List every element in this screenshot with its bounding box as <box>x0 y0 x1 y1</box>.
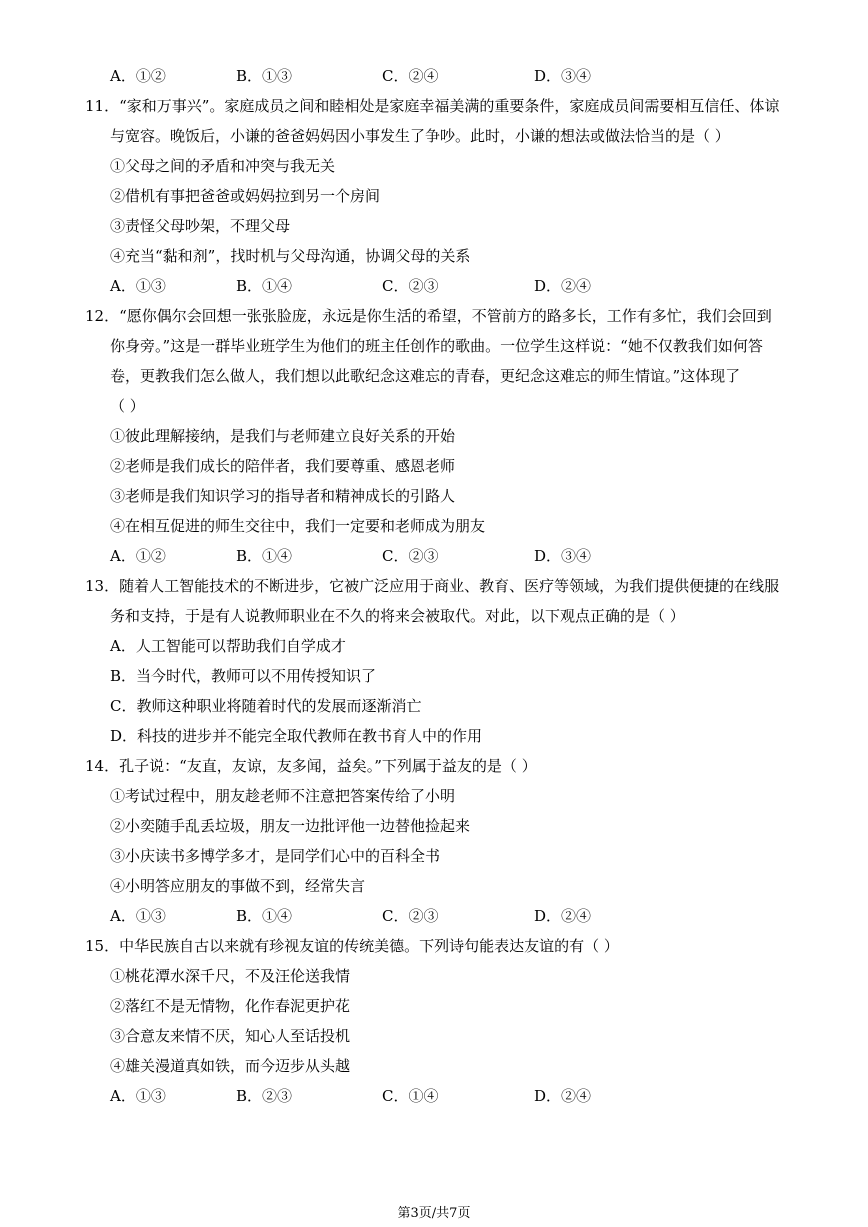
option-a: A．①② <box>110 547 166 565</box>
q11-item-3: ③责怪父母吵架，不理父母 <box>110 217 291 235</box>
option-b: B．②③ <box>236 1087 293 1105</box>
option-a: A．①③ <box>110 277 166 295</box>
option-c: C．②③ <box>382 907 439 925</box>
q12-item-1: ①彼此理解接纳，是我们与老师建立良好关系的开始 <box>110 427 456 445</box>
option-c: C．②④ <box>382 67 439 85</box>
option-d: D．③④ <box>534 67 592 85</box>
q12-stem-line-2: 你身旁。”这是一群毕业班学生为他们的班主任创作的歌曲。一位学生这样说：“她不仅教我们如何答 <box>110 337 763 355</box>
q12-stem-line-3: 卷，更教我们怎么做人，我们想以此歌纪念这难忘的青春，更纪念这难忘的师生情谊。”这体现了 <box>110 367 741 385</box>
q13-stem-line-2: 务和支持，于是有人说教师职业在不久的将来会被取代。对此，以下观点正确的是（ ） <box>110 607 685 625</box>
q12-item-2: ②老师是我们成长的陪伴者，我们要尊重、感恩老师 <box>110 457 456 475</box>
option-d: D．②④ <box>534 277 592 295</box>
q15-item-1: ①桃花潭水深千尺，不及汪伦送我情 <box>110 967 351 985</box>
q15-options <box>110 1086 710 1106</box>
page-number-footer: 第3页/共7页 <box>397 1206 471 1221</box>
q12-stem-line-4: （ ） <box>110 397 145 415</box>
option-b: B．①③ <box>236 67 293 85</box>
option-d: D．②④ <box>534 907 592 925</box>
option-a: A．①③ <box>110 907 166 925</box>
q10-options <box>110 66 710 86</box>
option-c: C．①④ <box>382 1087 439 1105</box>
q11-stem-line-2: 与宽容。晚饭后，小谦的爸爸妈妈因小事发生了争吵。此时，小谦的想法或做法恰当的是（ ） <box>110 127 730 145</box>
q14-item-4: ④小明答应朋友的事做不到，经常失言 <box>110 877 366 895</box>
option-a: A．①② <box>110 67 166 85</box>
q13-stem-line-1: 13．随着人工智能技术的不断进步，它被广泛应用于商业、教育、医疗等领域，为我们提供便捷的在线服 <box>85 577 780 595</box>
q11-stem-line-1: 11．“家和万事兴”。家庭成员之间和睦相处是家庭幸福美满的重要条件，家庭成员间需要相互信任、体谅 <box>85 97 780 115</box>
q15-item-2: ②落红不是无情物，化作春泥更护花 <box>110 997 351 1015</box>
q13-choice-d: D．科技的进步并不能完全取代教师在教书育人中的作用 <box>110 727 483 745</box>
q12-item-4: ④在相互促进的师生交往中，我们一定要和老师成为朋友 <box>110 517 486 535</box>
q11-item-2: ②借机有事把爸爸或妈妈拉到另一个房间 <box>110 187 381 205</box>
q11-options <box>110 276 710 296</box>
q14-item-1: ①考试过程中，朋友趁老师不注意把答案传给了小明 <box>110 787 456 805</box>
q14-stem-line-1: 14．孔子说：“友直，友谅，友多闻，益矣。”下列属于益友的是（ ） <box>85 757 537 775</box>
q13-choice-c: C．教师这种职业将随着时代的发展而逐渐消亡 <box>110 697 422 715</box>
q12-stem-line-1: 12．“愿你偶尔会回想一张张脸庞，永远是你生活的希望，不管前方的路多长，工作有多忙，我们会回到 <box>85 307 772 325</box>
option-d: D．③④ <box>534 547 592 565</box>
q15-item-4: ④雄关漫道真如铁，而今迈步从头越 <box>110 1057 351 1075</box>
q14-item-3: ③小庆读书多博学多才，是同学们心中的百科全书 <box>110 847 441 865</box>
option-b: B．①④ <box>236 547 293 565</box>
option-c: C．②③ <box>382 277 439 295</box>
q13-choice-b: B．当今时代，教师可以不用传授知识了 <box>110 667 377 685</box>
q11-item-1: ①父母之间的矛盾和冲突与我无关 <box>110 157 336 175</box>
q12-options <box>110 546 710 566</box>
option-c: C．②③ <box>382 547 439 565</box>
option-a: A．①③ <box>110 1087 166 1105</box>
option-b: B．①④ <box>236 277 293 295</box>
q14-options <box>110 906 710 926</box>
q11-item-4: ④充当“黏和剂”，找时机与父母沟通，协调父母的关系 <box>110 247 471 265</box>
q13-choice-a: A．人工智能可以帮助我们自学成才 <box>110 637 346 655</box>
q15-stem-line-1: 15．中华民族自古以来就有珍视友谊的传统美德。下列诗句能表达友谊的有（ ） <box>85 937 619 955</box>
q14-item-2: ②小奕随手乱丢垃圾，朋友一边批评他一边替他捡起来 <box>110 817 471 835</box>
option-d: D．②④ <box>534 1087 592 1105</box>
q15-item-3: ③合意友来情不厌，知心人至话投机 <box>110 1027 351 1045</box>
option-b: B．①④ <box>236 907 293 925</box>
q12-item-3: ③老师是我们知识学习的指导者和精神成长的引路人 <box>110 487 456 505</box>
